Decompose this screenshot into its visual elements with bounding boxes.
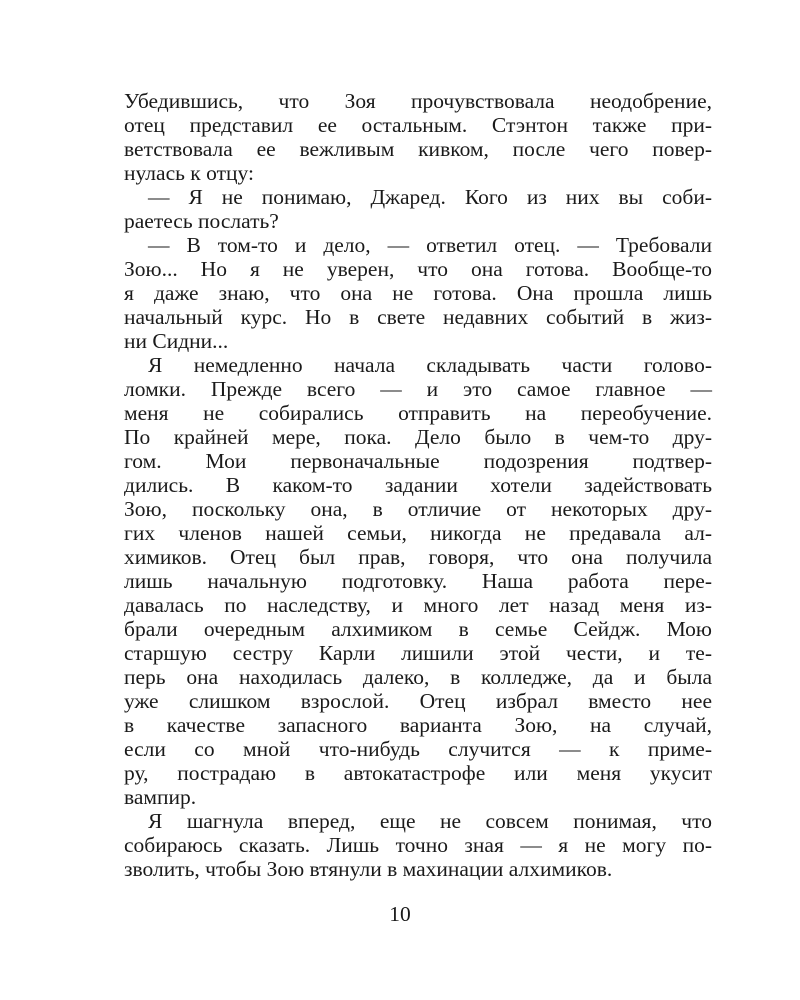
paragraph <box>124 353 712 809</box>
text-line: Зою, поскольку она, в отличие от некоторых дру- <box>124 497 712 521</box>
text-line: химиков. Отец был прав, говоря, что она получила <box>124 545 712 569</box>
text-line: гом. Мои первоначальные подозрения подтвер- <box>124 449 712 473</box>
text-line: в качестве запасного варианта Зою, на случай, <box>124 713 712 737</box>
text-line: зволить, чтобы Зою втянули в махинации алхимиков. <box>124 857 613 881</box>
text-line: меня не собирались отправить на переобучение. <box>124 401 712 425</box>
text-line: Зою... Но я не уверен, что она готова. Вообще-то <box>124 257 712 281</box>
paragraph <box>124 185 712 233</box>
text-line: отец представил ее остальным. Стэнтон также при- <box>124 113 712 137</box>
paragraph <box>124 89 712 185</box>
paragraph <box>124 233 712 353</box>
text-line: — Я не понимаю, Джаред. Кого из них вы соби- <box>148 185 712 209</box>
text-line: раетесь послать? <box>124 209 279 233</box>
text-line: вампир. <box>124 785 197 809</box>
text-line: Я шагнула вперед, еще не совсем понимая, что <box>148 809 712 833</box>
text-line: я даже знаю, что она не готова. Она прошла лишь <box>124 281 712 305</box>
text-line: нулась к отцу: <box>124 161 254 185</box>
text-line: ру, пострадаю в автокатастрофе или меня укусит <box>124 761 712 785</box>
paragraph <box>124 809 712 881</box>
text-line: уже слишком взрослой. Отец избрал вместо нее <box>124 689 712 713</box>
text-line: гих членов нашей семьи, никогда не предавала ал- <box>124 521 712 545</box>
text-line: дились. В каком-то задании хотели задействовать <box>124 473 712 497</box>
text-line: — В том-то и дело, — ответил отец. — Требовали <box>148 233 712 257</box>
text-line: давалась по наследству, и много лет назад меня из- <box>124 593 712 617</box>
text-line: брали очередным алхимиком в семье Сейдж. Мою <box>124 617 712 641</box>
text-line: Я немедленно начала складывать части головo- <box>148 353 712 377</box>
text-line: Убедившись, что Зоя прочувствовала неодобрение, <box>124 89 712 113</box>
text-line: если со мной что-нибудь случится — к приме- <box>124 737 712 761</box>
text-line: По крайней мере, пока. Дело было в чем-то дру- <box>124 425 712 449</box>
text-line: начальный курс. Но в свете недавних событий в жиз- <box>124 305 712 329</box>
text-line: ломки. Прежде всего — и это самое главное — <box>124 377 712 401</box>
text-line: ветствовала ее вежливым кивком, после чего повер- <box>124 137 712 161</box>
page-number: 10 <box>389 902 411 926</box>
text-line: перь она находилась далеко, в колледже, да и была <box>124 665 712 689</box>
text-line: старшую сестру Карли лишили этой чести, и те- <box>124 641 712 665</box>
text-line: лишь начальную подготовку. Наша работа пере- <box>124 569 712 593</box>
body-text <box>124 89 712 881</box>
text-line: ни Сидни... <box>124 329 229 353</box>
text-line: собираюсь сказать. Лишь точно зная — я не могу по- <box>124 833 712 857</box>
